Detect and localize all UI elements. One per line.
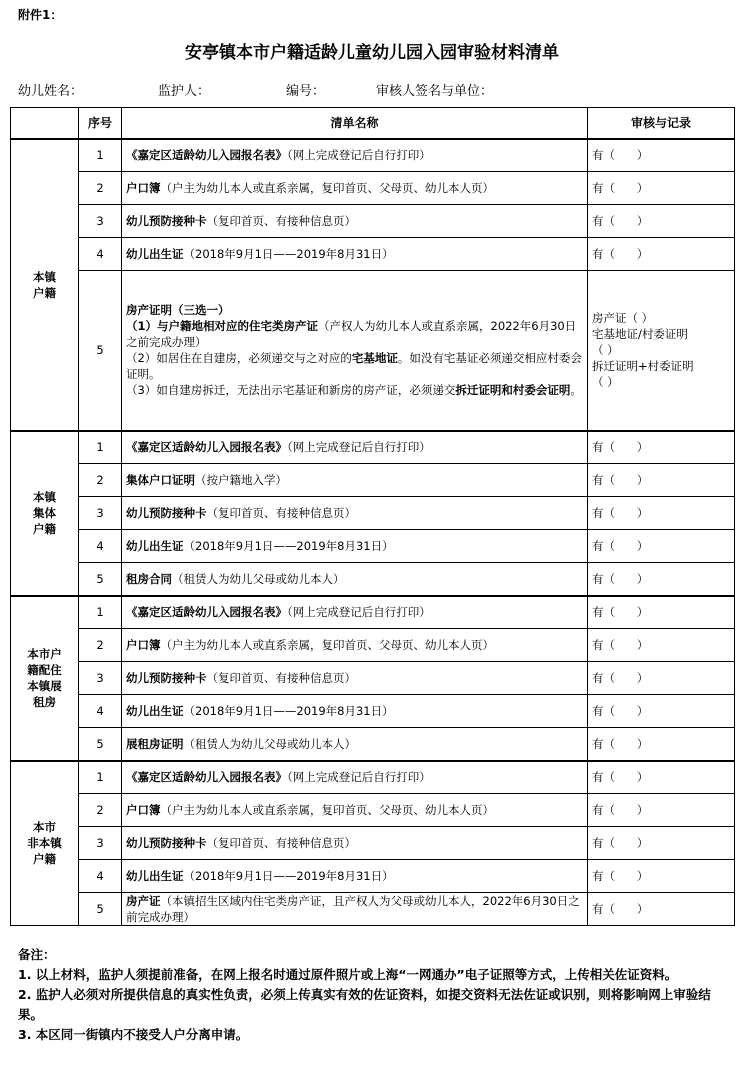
item-name-bold: 《嘉定区适龄幼儿入园报名表》: [126, 605, 287, 620]
item-name-bold: 《嘉定区适龄幼儿入园报名表》: [126, 440, 287, 455]
item-name-cell: [122, 431, 588, 464]
item-name-detail: （网上完成登记后自行打印）: [287, 148, 431, 163]
item-name-bold: 幼儿出生证: [126, 539, 184, 553]
item-name-cell: [122, 530, 588, 563]
seq-cell: 1: [79, 139, 122, 172]
seq-cell: 3: [79, 662, 122, 695]
table-row: [11, 596, 735, 629]
category-line: 户籍: [33, 522, 56, 536]
child-name-label: 幼儿姓名：: [18, 84, 84, 99]
category-line: 租房: [33, 695, 56, 709]
item-name-detail: （租赁人为幼儿父母或幼儿本人）: [172, 571, 345, 586]
audit-cell: 有（ ）: [588, 728, 735, 761]
item-name-cell: [122, 728, 588, 761]
category-line: 本市: [33, 820, 56, 835]
document-title: 安亭镇本市户籍适龄儿童幼儿园入园审验材料清单: [185, 43, 559, 63]
note-item: 3. 本区同一街镇内不接受人户分离申请。: [18, 1027, 249, 1042]
table-row: [11, 893, 735, 926]
seq-cell: 4: [79, 695, 122, 728]
materials-table: [10, 107, 735, 926]
item-name-detail: （网上完成登记后自行打印）: [287, 770, 431, 785]
seq-cell: 2: [79, 464, 122, 497]
item-name-cell: [122, 497, 588, 530]
category-line: 本镇: [33, 490, 56, 504]
info-line: [18, 80, 738, 98]
category-cell: [11, 431, 79, 596]
property-text: （2）如居住在自建房，必须递交与之对应的: [126, 351, 352, 366]
item-name-bold: 幼儿预防接种卡: [126, 671, 207, 685]
seq-cell: 3: [79, 827, 122, 860]
item-name-cell: [122, 238, 588, 271]
category-cell: [11, 139, 79, 431]
item-name-detail: （复印首页、有接种信息页）: [206, 214, 356, 228]
item-name-bold: 幼儿预防接种卡: [126, 836, 207, 850]
seq-cell: 4: [79, 238, 122, 271]
item-name-detail: （本镇招生区域内住宅类房产证，且产权人为父母或幼儿本人，2022年6月30日之前完成办理）: [126, 894, 580, 924]
item-name-cell: [122, 172, 588, 205]
property-option: [126, 350, 583, 382]
header-seq: 序号: [79, 108, 122, 139]
header-name: 清单名称: [122, 108, 588, 139]
seq-cell: 2: [79, 172, 122, 205]
table-row: [11, 431, 735, 464]
audit-cell: 有（ ）: [588, 662, 735, 695]
table-row: [11, 761, 735, 794]
audit-cell: 有（ ）: [588, 860, 735, 893]
property-text: 拆迁证明和村委会证明: [455, 383, 571, 398]
seq-cell: 1: [79, 761, 122, 794]
seq-cell: 1: [79, 596, 122, 629]
audit-cell: 有（ ）: [588, 205, 735, 238]
item-name-bold: 房产证: [126, 894, 161, 908]
seq-cell: 2: [79, 794, 122, 827]
seq-cell: 4: [79, 530, 122, 563]
audit-cell: 有（ ）: [588, 464, 735, 497]
item-name-bold: 户口簿: [126, 803, 161, 817]
attachment-label: 附件1：: [18, 8, 63, 22]
item-name-cell: [122, 893, 588, 926]
table-row: [11, 860, 735, 893]
property-text: 房产证明（三选一）: [126, 303, 230, 318]
item-name-cell: [122, 794, 588, 827]
category-line: 户籍: [33, 285, 56, 300]
category-line: 本镇: [33, 269, 56, 284]
category-line: 非本镇: [27, 836, 62, 851]
item-name-bold: 幼儿预防接种卡: [126, 214, 207, 228]
item-name-cell: [122, 860, 588, 893]
notes: [18, 945, 734, 1045]
seq-cell: 5: [79, 728, 122, 761]
item-name-bold: 幼儿出生证: [126, 704, 184, 718]
category-line: 本市户: [27, 647, 62, 661]
audit-cell: 有（ ）: [588, 238, 735, 271]
table-row: [11, 530, 735, 563]
audit-cell: 有（ ）: [588, 563, 735, 596]
item-name-detail: （网上完成登记后自行打印）: [287, 605, 431, 620]
item-name-detail: （2018年9月1日——2019年8月31日）: [183, 247, 394, 261]
audit-cell: 有（ ）: [588, 695, 735, 728]
seq-cell: 3: [79, 205, 122, 238]
note-item: 2. 监护人必须对所提供信息的真实性负责，必须上传真实有效的佐证资料，如提交资料无法佐证或识别，则将影响网上审验结果。: [18, 987, 711, 1022]
item-name-cell: [122, 139, 588, 172]
table-row: [11, 629, 735, 662]
property-text: （1）与户籍地相对应的住宅类房产证: [126, 319, 318, 334]
table-row: [11, 205, 735, 238]
item-name-bold: 户口簿: [126, 638, 161, 652]
table-row: [11, 563, 735, 596]
category-line: 籍配住: [27, 663, 62, 677]
note-item: 1. 以上材料，监护人须提前准备，在网上报名时通过原件照片或上海“一网通办”电子证照等方式，上传相关佐证资料。: [18, 967, 678, 982]
table-row: [11, 464, 735, 497]
audit-cell: 有（ ）: [588, 497, 735, 530]
item-name-cell: [122, 563, 588, 596]
item-name-detail: （复印首页、有接种信息页）: [206, 836, 356, 850]
table-row: [11, 695, 735, 728]
table-row: [11, 238, 735, 271]
seq-cell: 5: [79, 271, 122, 431]
header-audit: 审核与记录: [588, 108, 735, 139]
item-name-cell: [122, 695, 588, 728]
audit-cell: 有（ ）: [588, 172, 735, 205]
property-text: 。如没有宅基证必须递交相应村委会证明。: [126, 351, 582, 382]
property-proof-cell: [122, 271, 588, 431]
category-line: 户籍: [33, 852, 56, 867]
item-name-cell: [122, 629, 588, 662]
audit-cell: 有（ ）: [588, 629, 735, 662]
item-name-detail: （复印首页、有接种信息页）: [206, 506, 356, 520]
seq-cell: 5: [79, 563, 122, 596]
item-name-cell: [122, 205, 588, 238]
property-option: [126, 302, 583, 318]
category-cell: [11, 761, 79, 926]
header-category: [11, 108, 79, 139]
property-text: 宅基地证: [351, 351, 398, 366]
item-name-bold: 租房合同: [126, 571, 172, 586]
item-name-detail: （2018年9月1日——2019年8月31日）: [183, 539, 394, 553]
item-name-bold: 《嘉定区适龄幼儿入园报名表》: [126, 770, 287, 785]
notes-title: 备注：: [18, 947, 56, 962]
property-audit-cell: 房产证（ ） 宅基地证/村委证明 （ ） 拆迁证明+村委证明 （ ）: [588, 271, 735, 431]
table-row: [11, 728, 735, 761]
reviewer-label: 审核人签名与单位：: [376, 84, 494, 99]
table-row: [11, 794, 735, 827]
seq-cell: 3: [79, 497, 122, 530]
item-name-cell: [122, 761, 588, 794]
category-line: 集体: [33, 506, 56, 520]
item-name-bold: 幼儿出生证: [126, 247, 184, 261]
audit-cell: 有（ ）: [588, 431, 735, 464]
table-row: [11, 497, 735, 530]
item-name-bold: 户口簿: [126, 181, 161, 195]
category-line: 本镇展: [27, 679, 62, 693]
item-name-bold: 展租房证明: [126, 736, 184, 751]
seq-cell: 4: [79, 860, 122, 893]
number-label: 编号：: [286, 84, 326, 99]
property-option: [126, 382, 583, 398]
property-text: （产权人为幼儿本人或直系亲属，2022年6月30日之前完成办理）: [126, 319, 577, 350]
table-row: [11, 827, 735, 860]
audit-cell: 有（ ）: [588, 794, 735, 827]
item-name-detail: （户主为幼儿本人或直系亲属，复印首页、父母页、幼儿本人页）: [160, 803, 494, 817]
item-name-detail: （租赁人为幼儿父母或幼儿本人）: [183, 736, 356, 751]
audit-cell: 有（ ）: [588, 827, 735, 860]
category-cell: [11, 596, 79, 761]
audit-cell: 有（ ）: [588, 893, 735, 926]
item-name-cell: [122, 464, 588, 497]
table-row-property: [11, 271, 735, 431]
item-name-bold: 《嘉定区适龄幼儿入园报名表》: [126, 148, 287, 163]
item-name-bold: 幼儿预防接种卡: [126, 506, 207, 520]
seq-cell: 5: [79, 893, 122, 926]
table-row: [11, 172, 735, 205]
guardian-label: 监护人：: [158, 84, 211, 99]
item-name-detail: （2018年9月1日——2019年8月31日）: [183, 869, 394, 883]
item-name-cell: [122, 662, 588, 695]
seq-cell: 1: [79, 431, 122, 464]
item-name-detail: （网上完成登记后自行打印）: [287, 440, 431, 455]
property-text: （3）如自建房拆迁，无法出示宅基证和新房的房产证，必须递交: [126, 383, 456, 398]
table-row: [11, 662, 735, 695]
property-option: [126, 318, 583, 350]
item-name-detail: （按户籍地入学）: [195, 473, 287, 487]
item-name-cell: [122, 827, 588, 860]
seq-cell: 2: [79, 629, 122, 662]
item-name-bold: 集体户口证明: [126, 473, 195, 487]
item-name-detail: （2018年9月1日——2019年8月31日）: [183, 704, 394, 718]
table-body: [11, 139, 735, 926]
table-row: [11, 139, 735, 172]
property-text: 。: [570, 383, 582, 398]
item-name-detail: （户主为幼儿本人或直系亲属，复印首页、父母页、幼儿本人页）: [160, 181, 494, 195]
item-name-cell: [122, 596, 588, 629]
audit-cell: 有（ ）: [588, 530, 735, 563]
audit-cell: 有（ ）: [588, 761, 735, 794]
audit-cell: 有（ ）: [588, 139, 735, 172]
item-name-detail: （户主为幼儿本人或直系亲属，复印首页、父母页、幼儿本人页）: [160, 638, 494, 652]
item-name-bold: 幼儿出生证: [126, 869, 184, 883]
item-name-detail: （复印首页、有接种信息页）: [206, 671, 356, 685]
audit-cell: 有（ ）: [588, 596, 735, 629]
table-header-row: [11, 108, 735, 139]
